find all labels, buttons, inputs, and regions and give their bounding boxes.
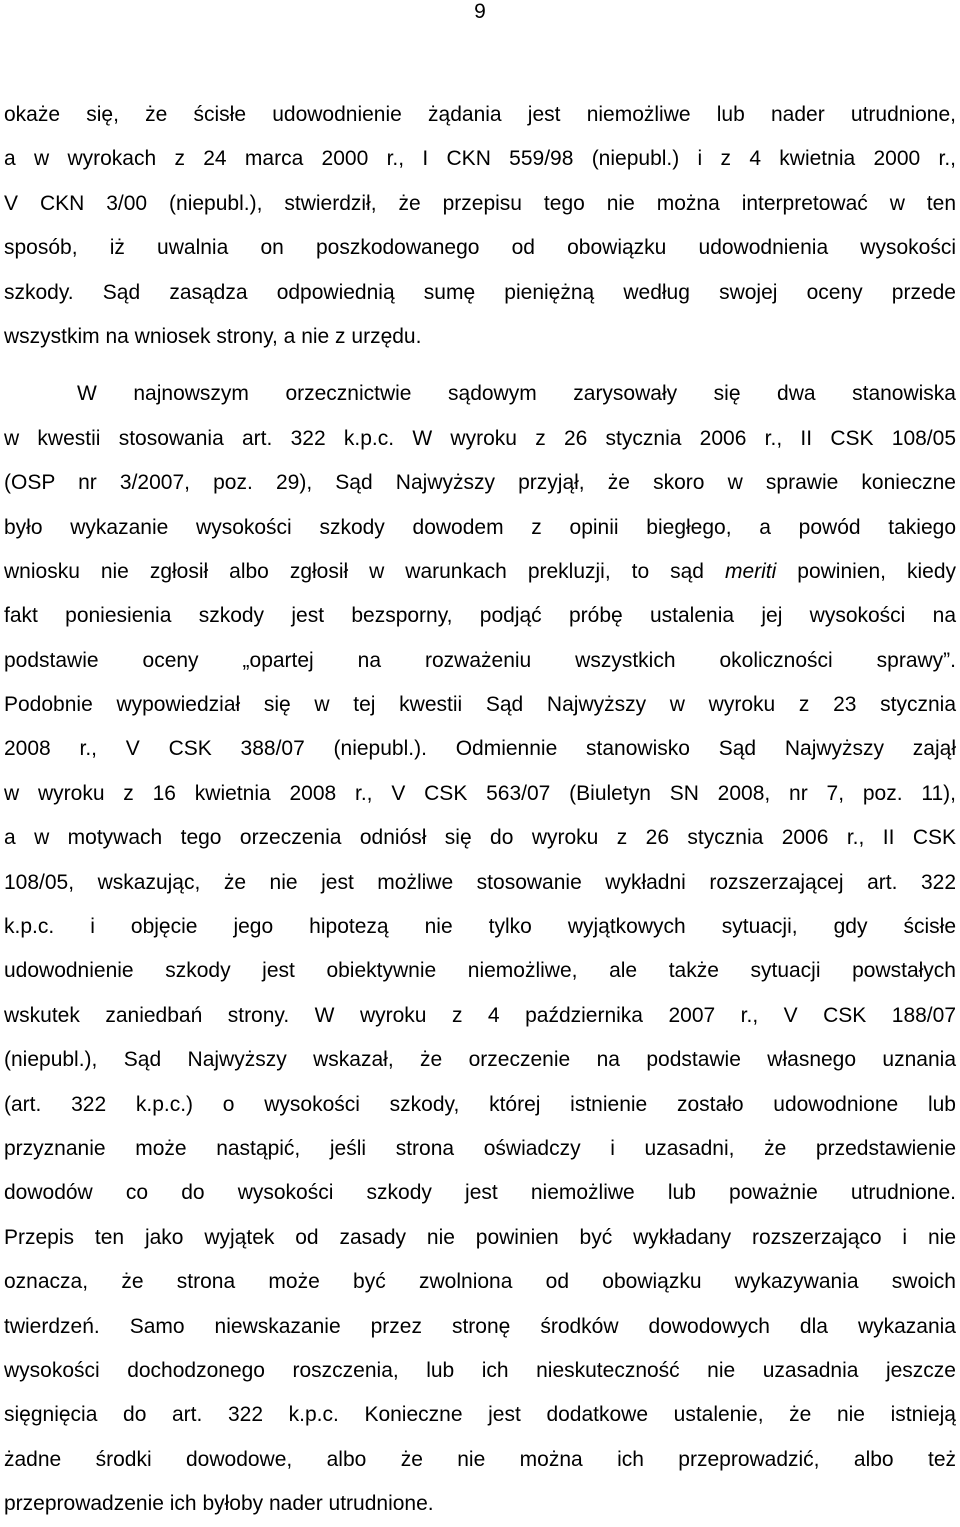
text-line: a w motywach tego orzeczenia odniósł się do wyroku z 26 stycznia 2006 r., II CSK: [4, 826, 956, 850]
text-line: szkody. Sąd zasądza odpowiednią sumę pieniężną według swojej oceny przede: [4, 280, 956, 304]
text-line: twierdzeń. Samo niewskazanie przez stronę środków dowodowych dla wykazania: [4, 1314, 956, 1338]
text-line: 2008 r., V CSK 388/07 (niepubl.). Odmiennie stanowisko Sąd Najwyższy zajął: [4, 737, 956, 761]
paragraph-1: [4, 93, 956, 359]
text-line: a w wyrokach z 24 marca 2000 r., I CKN 559/98 (niepubl.) i z 4 kwietnia 2000 r.,: [4, 147, 956, 171]
text-line: Przepis ten jako wyjątek od zasady nie powinien być wykładany rozszerzająco i nie: [4, 1225, 956, 1249]
text-line: fakt poniesienia szkody jest bezsporny, podjąć próbę ustalenia jej wysokości na: [4, 604, 956, 628]
text-line: sposób, iż uwalnia on poszkodowanego od obowiązku udowodnienia wysokości: [4, 236, 956, 260]
text-line: okaże się, że ścisłe udowodnienie żądania jest niemożliwe lub nader utrudnione,: [4, 103, 956, 126]
text-line: V CKN 3/00 (niepubl.), stwierdził, że przepisu tego nie można interpretować w ten: [4, 191, 956, 215]
text-line: (art. 322 k.p.c.) o wysokości szkody, której istnienie zostało udowodnione lub: [4, 1092, 956, 1116]
text-line: było wykazanie wysokości szkody dowodem z opinii biegłego, a powód takiego: [4, 515, 956, 539]
text-line: wskutek zaniedbań strony. W wyroku z 4 października 2007 r., V CSK 188/07: [4, 1003, 956, 1027]
text-line: przyznanie może nastąpić, jeśli strona oświadczy i uzasadni, że przedstawienie: [4, 1136, 956, 1160]
text-line: W najnowszym orzecznictwie sądowym zarysowały się dwa stanowiska: [77, 382, 956, 406]
text-line: wszystkim na wniosek strony, a nie z urzędu.: [4, 324, 422, 348]
text-line: przeprowadzenie ich byłoby nader utrudnione.: [4, 1492, 434, 1516]
text-line: dowodów co do wysokości szkody jest niemożliwe lub poważnie utrudnione.: [4, 1181, 956, 1205]
text-line: 108/05, wskazując, że nie jest możliwe stosowanie wykładni rozszerzającej art. 322: [4, 870, 956, 894]
text-line: żadne środki dowodowe, albo że nie można ich przeprowadzić, albo też: [4, 1447, 956, 1471]
page-number: 9: [474, 0, 486, 23]
text-line-meriti: [4, 550, 956, 594]
text-line: oznacza, że strona może być zwolniona od obowiązku wykazywania swoich: [4, 1270, 956, 1294]
text-line: podstawie oceny „opartej na rozważeniu wszystkich okoliczności sprawy”.: [4, 648, 956, 672]
text-line: w kwestii stosowania art. 322 k.p.c. W wyroku z 26 stycznia 2006 r., II CSK 108/05: [4, 426, 956, 450]
document-body: [4, 93, 956, 1527]
text-line: (niepubl.), Sąd Najwyższy wskazał, że orzeczenie na podstawie własnego uznania: [4, 1048, 956, 1072]
paragraph-2: [4, 372, 956, 1526]
italic-term: meriti: [724, 559, 777, 583]
text-line: wysokości dochodzonego roszczenia, lub ich nieskuteczność nie uzasadnia jeszcze: [4, 1358, 956, 1382]
text-line: Podobnie wypowiedział się w tej kwestii Sąd Najwyższy w wyroku z 23 stycznia: [4, 693, 956, 717]
text-line: w wyroku z 16 kwietnia 2008 r., V CSK 563/07 (Biuletyn SN 2008, nr 7, poz. 11),: [4, 781, 956, 805]
text-line: k.p.c. i objęcie jego hipotezą nie tylko wyjątkowych sytuacji, gdy ścisłe: [4, 915, 956, 939]
text-line: udowodnienie szkody jest obiektywnie niemożliwe, ale także sytuacji powstałych: [4, 959, 956, 983]
text-segment: wniosku nie zgłosił albo zgłosił w warunkach prekluzji, to sąd: [4, 559, 725, 583]
text-segment: powinien, kiedy: [776, 559, 957, 583]
text-line: (OSP nr 3/2007, poz. 29), Sąd Najwyższy przyjął, że skoro w sprawie konieczne: [4, 471, 956, 495]
text-line: sięgnięcia do art. 322 k.p.c. Konieczne jest dodatkowe ustalenie, że nie istnieją: [4, 1403, 956, 1427]
